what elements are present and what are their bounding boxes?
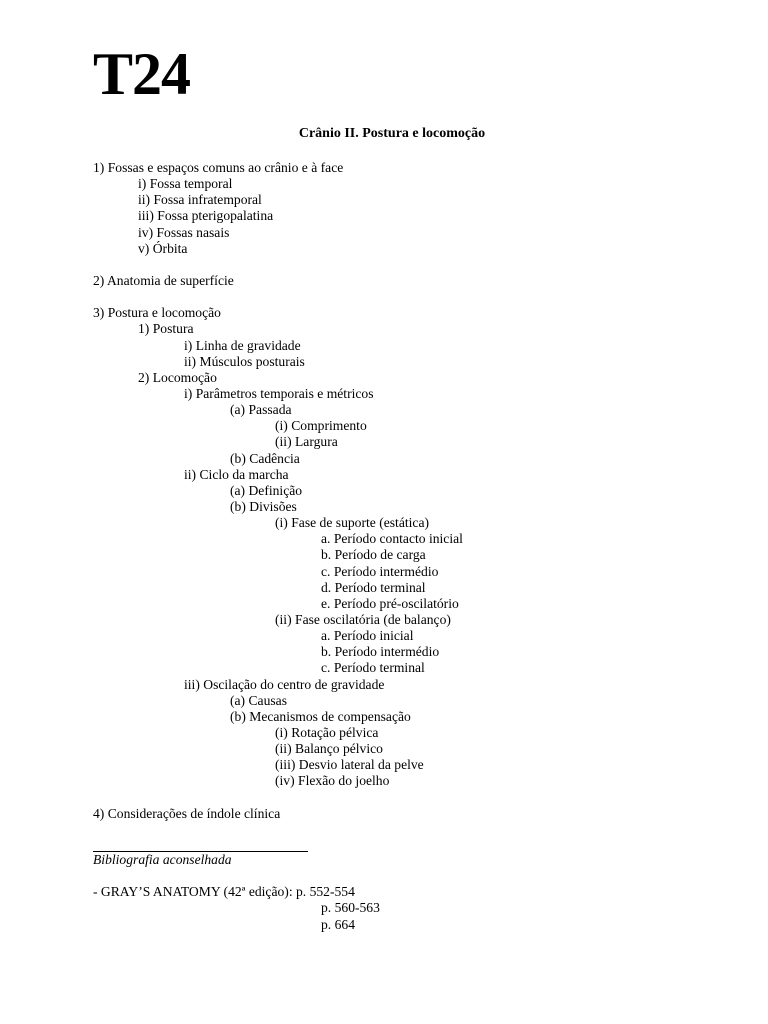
bibliography (93, 852, 733, 933)
section-3-heading: 3) Postura e locomoção (93, 305, 221, 321)
bibliography-pages: p. 560-563 (321, 900, 380, 916)
outline-item: d. Período terminal (321, 579, 426, 595)
outline-item: c. Período terminal (321, 660, 425, 676)
outline-item: ii) Ciclo da marcha (184, 466, 289, 482)
spacer (93, 257, 733, 273)
outline-item: b. Período intermédio (321, 644, 440, 660)
section-1-heading: 1) Fossas e espaços comuns ao crânio e à face (93, 160, 344, 175)
outline-item: (iii) Desvio lateral da pelve (275, 757, 424, 773)
outline-item: e. Período pré-oscilatório (321, 595, 459, 611)
spacer (93, 789, 733, 805)
outline (93, 160, 733, 822)
outline-item: i) Linha de gravidade (184, 337, 301, 353)
outline-item: iii) Fossa pterigopalatina (138, 208, 274, 224)
outline-item: a. Período inicial (321, 628, 414, 644)
outline-item: (ii) Fase oscilatória (de balanço) (275, 611, 451, 627)
bibliography-pages: p. 664 (321, 916, 355, 932)
outline-item: (ii) Largura (275, 434, 338, 450)
outline-item: (b) Cadência (230, 450, 300, 466)
document-code: T24 (93, 41, 191, 107)
outline-item: ii) Músculos posturais (184, 353, 305, 369)
subsection-locomocao: 2) Locomoção (138, 369, 217, 385)
outline-item: c. Período intermédio (321, 563, 439, 579)
outline-item: ii) Fossa infratemporal (138, 192, 262, 208)
outline-item: i) Parâmetros temporais e métricos (184, 385, 374, 401)
section-2-heading: 2) Anatomia de superfície (93, 272, 234, 288)
outline-item: b. Período de carga (321, 547, 426, 563)
outline-item: iii) Oscilação do centro de gravidade (184, 676, 385, 692)
outline-item: (i) Rotação pélvica (275, 724, 379, 740)
outline-item: v) Órbita (138, 240, 188, 256)
outline-item: (ii) Balanço pélvico (275, 741, 383, 757)
section-4-heading: 4) Considerações de índole clínica (93, 805, 281, 821)
outline-item: (i) Fase de suporte (estática) (275, 515, 429, 531)
document-title: Crânio II. Postura e locomoção (298, 126, 486, 141)
outline-item: (b) Divisões (230, 498, 297, 514)
subsection-postura: 1) Postura (138, 321, 194, 337)
bibliography-heading: Bibliografia aconselhada (93, 852, 232, 867)
outline-item: (b) Mecanismos de compensação (230, 708, 411, 724)
outline-item: i) Fossa temporal (138, 176, 233, 192)
outline-item: iv) Fossas nasais (138, 224, 230, 240)
spacer (93, 289, 733, 305)
outline-item: (iv) Flexão do joelho (275, 773, 390, 789)
spacer (93, 868, 733, 884)
outline-item: (a) Causas (230, 692, 287, 708)
outline-item: (a) Passada (230, 402, 292, 418)
outline-item: (a) Definição (230, 482, 303, 498)
outline-item: (i) Comprimento (275, 418, 367, 434)
outline-item: a. Período contacto inicial (321, 531, 463, 547)
bibliography-entry: - GRAY’S ANATOMY (42ª edição): p. 552-554 (93, 884, 355, 900)
